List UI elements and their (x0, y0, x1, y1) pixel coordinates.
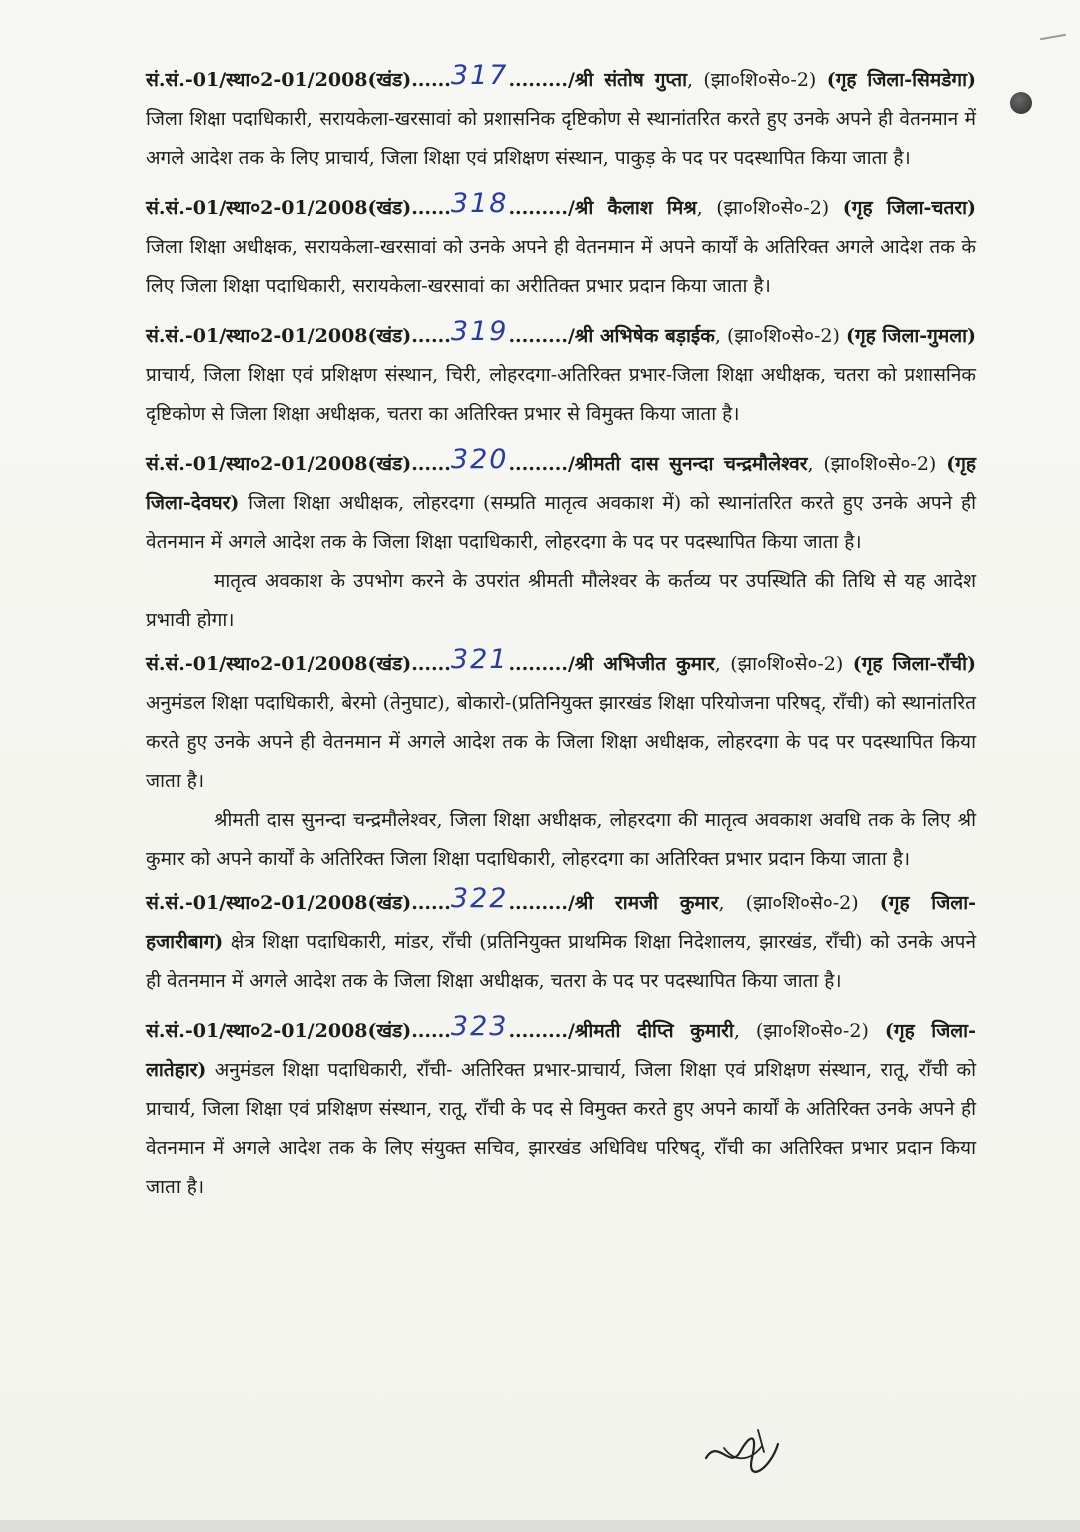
officer-name: श्री कैलाश मिश्र (574, 197, 697, 219)
home-district: (गृह जिला-राँची) (852, 653, 976, 675)
order-body: जिला शिक्षा अधीक्षक, सरायकेला-खरसावां को उनके अपने ही वेतनमान में अपने कार्यों के अतिरिक्त अगले आदेश तक के लिए जिला शिक्षा पदाधिकारी, सरायकेला-खरसावां का अरीतिक्त प्रभार प्रदान किया जाता है। (146, 236, 976, 297)
officer-cadre: , (झा०शि०से०-2) (718, 892, 880, 914)
home-district: (गृह जिला-लातेहार) (146, 1020, 976, 1081)
handwritten-order-number: 323 (450, 1011, 509, 1042)
order-ref-suffix: ........./ (508, 197, 575, 219)
order-323 (146, 1007, 976, 1207)
home-district: (गृह जिला-हजारीबाग) (146, 892, 976, 953)
order-319 (146, 312, 976, 434)
scan-edge (0, 1520, 1080, 1532)
order-body: जिला शिक्षा अधीक्षक, लोहरदगा (सम्प्रति मातृत्व अवकाश में) को स्थानांतरित करते हुए उनके अपने ही वेतनमान में अगले आदेश तक के जिला शिक्षा पदाधिकारी, लोहरदगा के पद पर पदस्थापित किया जाता है। (146, 492, 976, 553)
order-321 (146, 640, 976, 801)
order-ref-suffix: ........./ (508, 325, 575, 347)
order-body: अनुमंडल शिक्षा पदाधिकारी, राँची- अतिरिक्त प्रभार-प्राचार्य, जिला शिक्षा एवं प्रशिक्षण संस्थान, रातू, राँची को प्राचार्य, जिला शिक्षा एवं प्रशिक्षण संस्थान, रातू, राँची के पद से विमुक्त करते हुए अपने कार्यों के अतिरिक्त उनके अपने ही वेतनमान में अगले आदेश तक के लिए संयुक्त सचिव, झारखंड अधिविध परिषद्, राँची का अतिरिक्त प्रभार प्रदान किया जाता है। (146, 1059, 976, 1198)
order-ref-prefix: सं.सं.-01/स्था०2-01/2008(खंड)...... (146, 1020, 451, 1042)
punch-hole (1010, 92, 1032, 114)
order-body: अनुमंडल शिक्षा पदाधिकारी, बेरमो (तेनुघाट), बोकारो-(प्रतिनियुक्त झारखंड शिक्षा परियोजना परिषद्, राँची) को स्थानांतरित करते हुए उनके अपने ही वेतनमान में अगले आदेश तक के जिला शिक्षा अधीक्षक, लोहरदगा के पद पर पदस्थापित किया जाता है। (146, 692, 976, 792)
officer-cadre: , (झा०शि०से०-2) (733, 1020, 885, 1042)
order-body: क्षेत्र शिक्षा पदाधिकारी, मांडर, राँची (प्रतिनियुक्त प्राथमिक शिक्षा निदेशालय, झारखंड, राँची) को उनके अपने ही वेतनमान में अगले आदेश तक के जिला शिक्षा अधीक्षक, चतरा के पद पर पदस्थापित किया जाता है। (146, 931, 976, 992)
officer-cadre: , (झा०शि०से०-2) (696, 197, 843, 219)
home-district: (गृह जिला-सिमडेगा) (826, 69, 977, 91)
order-ref-suffix: ........./ (508, 1020, 575, 1042)
order-ref-prefix: सं.सं.-01/स्था०2-01/2008(खंड)...... (146, 653, 451, 675)
handwritten-order-number: 322 (450, 883, 509, 914)
officer-cadre: , (झा०शि०से०-2) (714, 653, 853, 675)
officer-name: श्रीमती दास सुनन्दा चन्द्रमौलेश्वर (574, 453, 808, 475)
order-ref-prefix: सं.सं.-01/स्था०2-01/2008(खंड)...... (146, 453, 451, 475)
order-body: प्राचार्य, जिला शिक्षा एवं प्रशिक्षण संस्थान, चिरी, लोहरदगा-अतिरिक्त प्रभार-जिला शिक्षा अधीक्षक, चतरा को प्रशासनिक दृष्टिकोण से जिला शिक्षा अधीक्षक, चतरा का अतिरिक्त प्रभार से विमुक्त किया जाता है। (146, 364, 976, 425)
officer-cadre: , (झा०शि०से०-2) (807, 453, 947, 475)
handwritten-order-number: 318 (450, 188, 509, 219)
officer-name: श्री अभिजीत कुमार (574, 653, 715, 675)
order-ref-suffix: ........./ (508, 69, 575, 91)
order-322 (146, 879, 976, 1001)
order-ref-prefix: सं.सं.-01/स्था०2-01/2008(खंड)...... (146, 892, 451, 914)
order-note: श्रीमती दास सुनन्दा चन्द्रमौलेश्वर, जिला शिक्षा अधीक्षक, लोहरदगा की मातृत्व अवकाश अवधि तक के लिए श्री कुमार को अपने कार्यों के अतिरिक्त जिला शिक्षा पदाधिकारी, लोहरदगा का अतिरिक्त प्रभार प्रदान किया जाता है। (146, 809, 976, 870)
signature-icon (700, 1418, 790, 1478)
order-320 (146, 440, 976, 562)
home-district: (गृह जिला-गुमला) (846, 325, 976, 347)
handwritten-order-number: 320 (450, 444, 509, 475)
order-317 (146, 56, 976, 178)
order-note: मातृत्व अवकाश के उपभोग करने के उपरांत श्रीमती मौलेश्वर के कर्तव्य पर उपस्थिति की तिथि से यह आदेश प्रभावी होगा। (146, 570, 976, 631)
home-district: (गृह जिला-देवघर) (146, 453, 976, 514)
officer-name: श्री रामजी कुमार (574, 892, 719, 914)
order-body: जिला शिक्षा पदाधिकारी, सरायकेला-खरसावां को प्रशासनिक दृष्टिकोण से स्थानांतरित करते हुए उनके अपने ही वेतनमान में अगले आदेश तक के लिए प्राचार्य, जिला शिक्षा एवं प्रशिक्षण संस्थान, पाकुड़ के पद पर पदस्थापित किया जाता है। (146, 108, 976, 169)
order-ref-prefix: सं.सं.-01/स्था०2-01/2008(खंड)...... (146, 69, 451, 91)
order-ref-suffix: ........./ (508, 653, 575, 675)
officer-name: श्री संतोष गुप्ता (574, 69, 688, 91)
order-ref-prefix: सं.सं.-01/स्था०2-01/2008(खंड)...... (146, 325, 451, 347)
home-district: (गृह जिला-चतरा) (842, 197, 977, 219)
order-list (146, 56, 976, 1207)
handwritten-order-number: 319 (450, 316, 509, 347)
scan-mark (1040, 34, 1066, 40)
order-ref-prefix: सं.सं.-01/स्था०2-01/2008(खंड)...... (146, 197, 451, 219)
officer-cadre: , (झा०शि०से०-2) (714, 325, 846, 347)
order-ref-suffix: ........./ (508, 892, 575, 914)
handwritten-order-number: 321 (450, 644, 509, 675)
order-318 (146, 184, 976, 306)
officer-cadre: , (झा०शि०से०-2) (687, 69, 827, 91)
officer-name: श्रीमती दीप्ति कुमारी (574, 1020, 734, 1042)
officer-name: श्री अभिषेक बड़ाईक (574, 325, 715, 347)
handwritten-order-number: 317 (450, 60, 509, 91)
order-ref-suffix: ........./ (508, 453, 575, 475)
